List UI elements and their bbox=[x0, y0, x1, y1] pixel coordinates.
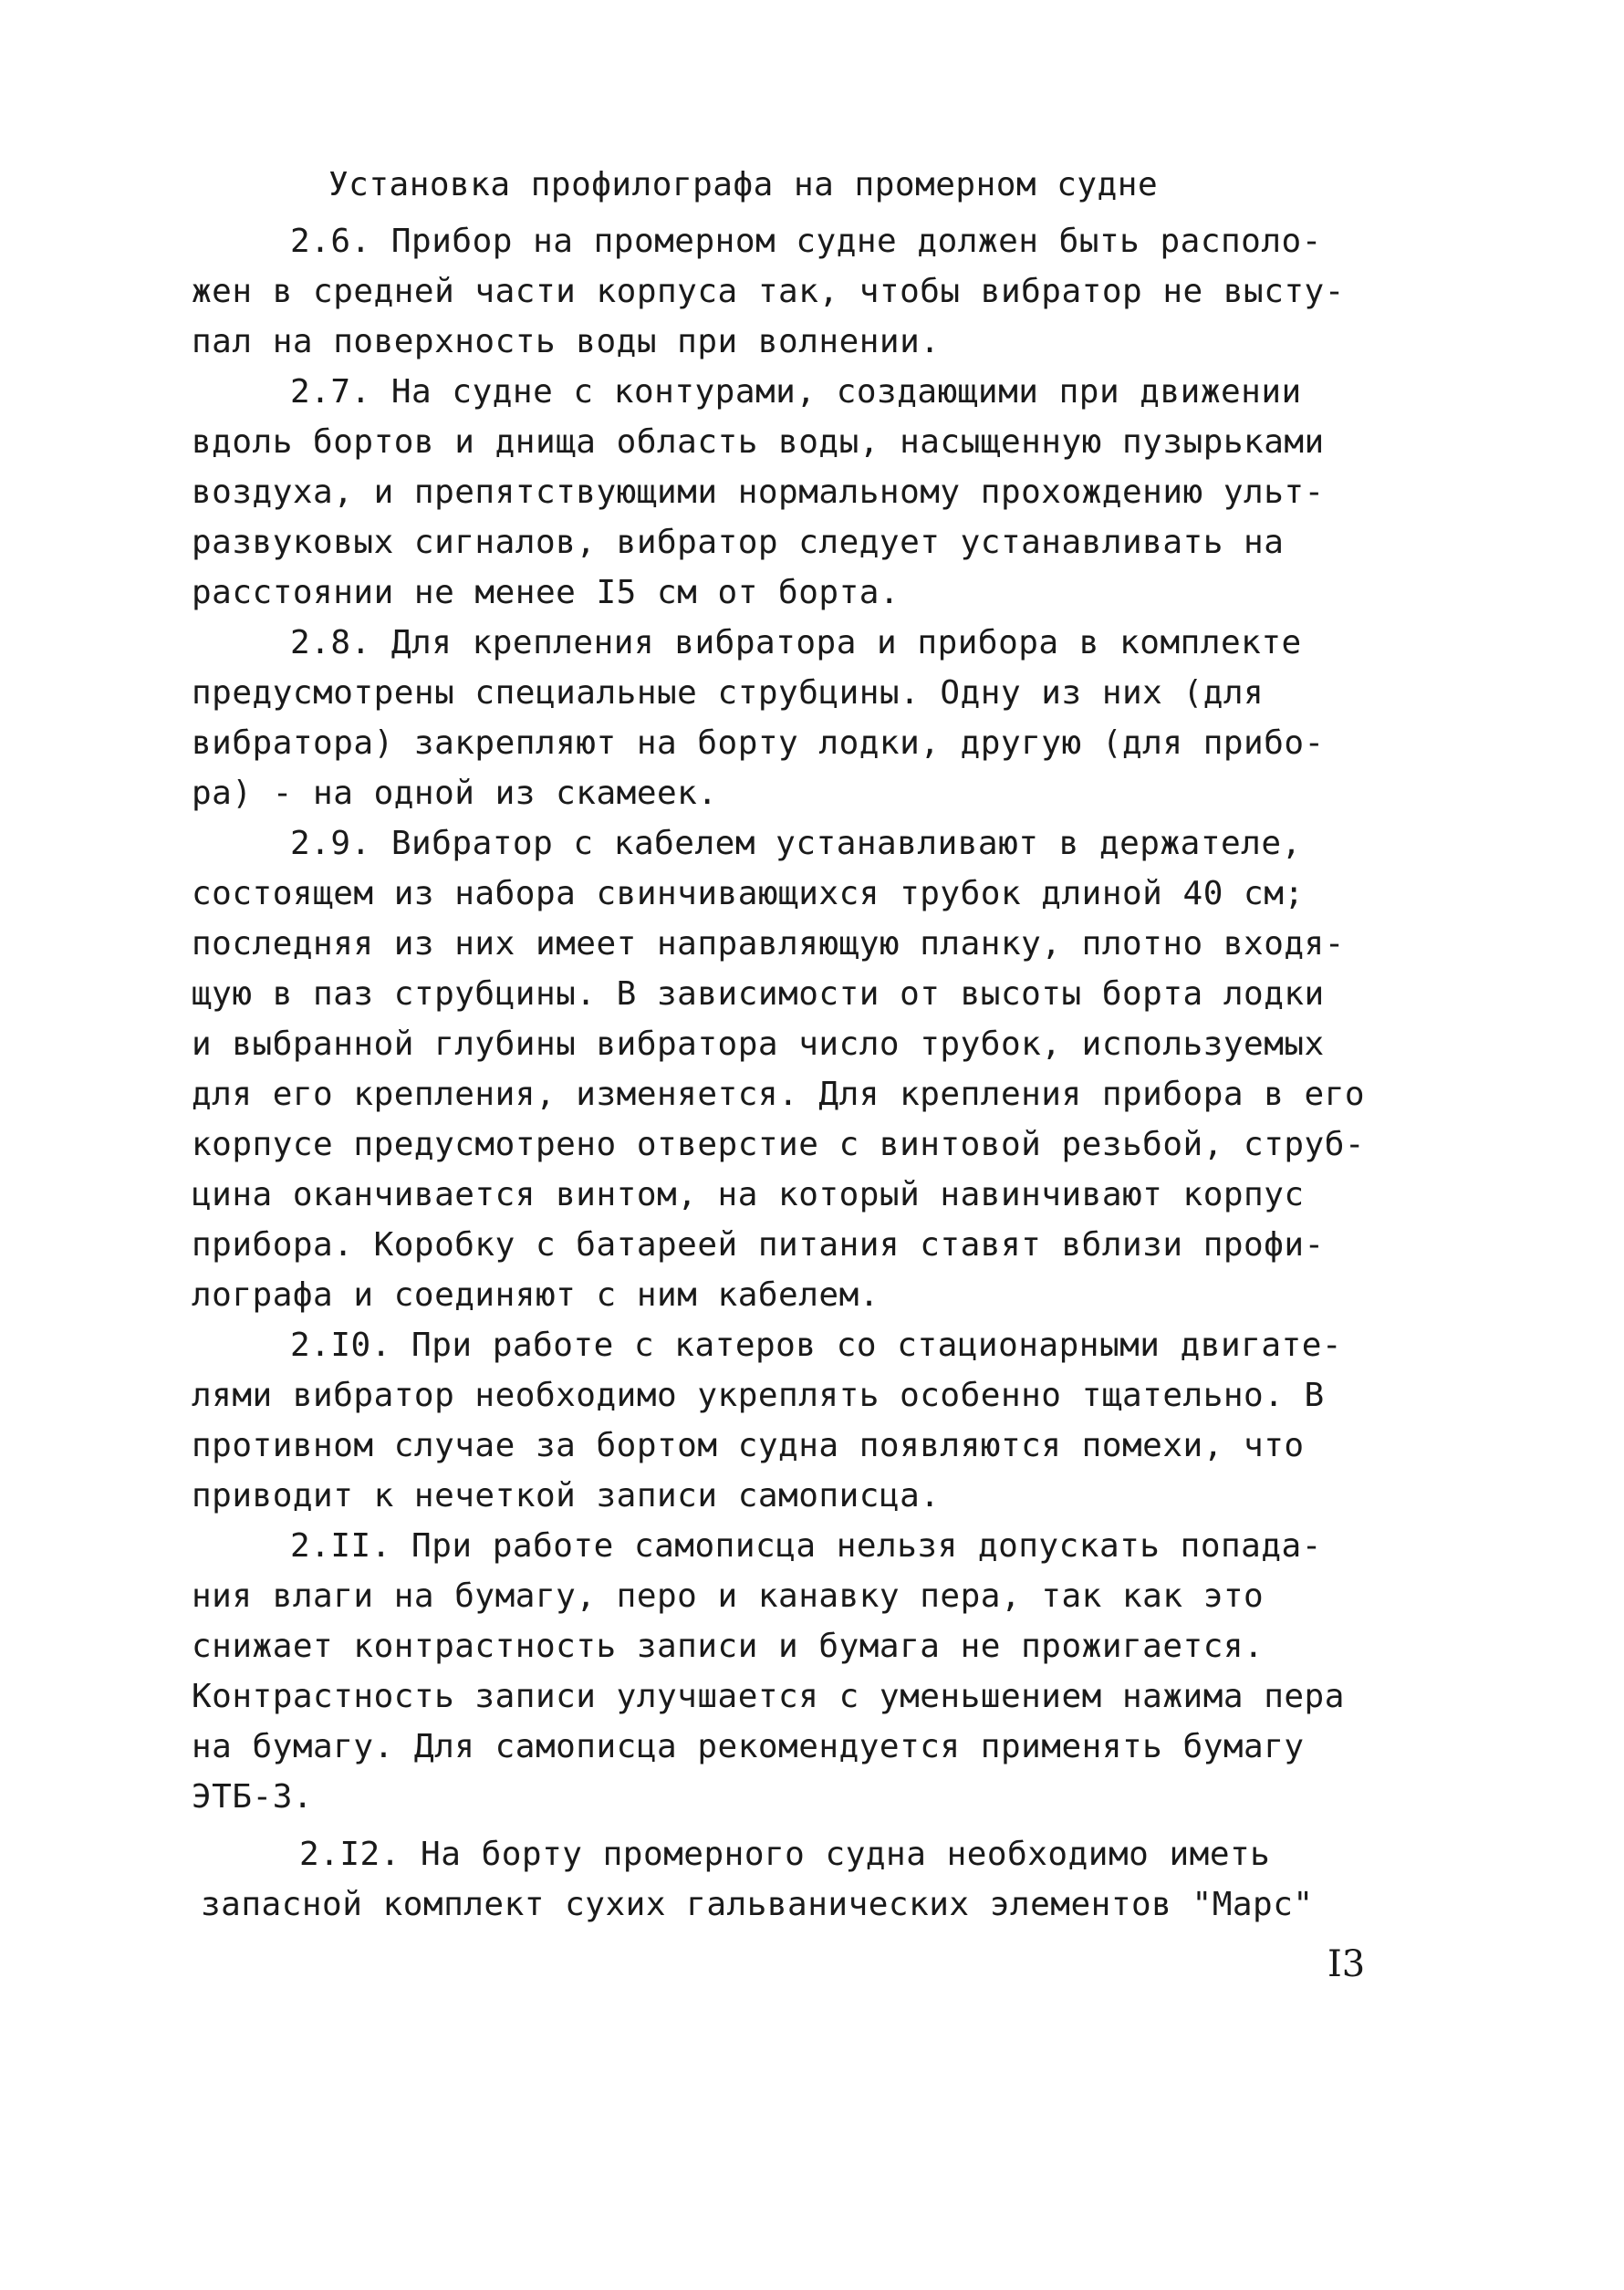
text-line: на бумагу. Для самописца рекомендуется применять бумагу bbox=[192, 1728, 1305, 1765]
text-line: предусмотрены специальные струбцины. Одну из них (для bbox=[192, 674, 1265, 712]
text-line: приводит к нечеткой записи самописца. bbox=[192, 1477, 941, 1515]
text-line: ния влаги на бумагу, перо и канавку пера, так как это bbox=[192, 1577, 1265, 1615]
text-line: последняя из них имеет направляющую планку, плотно входя- bbox=[192, 925, 1345, 963]
text-line: 2.8. Для крепления вибратора и прибора в комплекте bbox=[290, 624, 1302, 661]
text-line: жен в средней части корпуса так, чтобы вибратор не высту- bbox=[192, 273, 1345, 310]
text-line: пал на поверхность воды при волнении. bbox=[192, 323, 941, 360]
text-line: лями вибратор необходимо укреплять особенно тщательно. В bbox=[192, 1377, 1325, 1414]
text-line: расстоянии не менее I5 см от борта. bbox=[192, 574, 900, 611]
text-line: лографа и соединяют с ним кабелем. bbox=[192, 1276, 880, 1314]
text-line: вибратора) закрепляют на борту лодки, другую (для прибо- bbox=[192, 724, 1325, 762]
text-line: ЭТБ-3. bbox=[192, 1778, 314, 1816]
text-line: цина оканчивается винтом, на который навинчивают корпус bbox=[192, 1176, 1305, 1213]
text-line: и выбранной глубины вибратора число трубок, используемых bbox=[192, 1025, 1325, 1063]
text-line: 2.II. При работе самописца нельзя допускать попада- bbox=[290, 1527, 1322, 1565]
page-number: I3 bbox=[1327, 1943, 1366, 1985]
text-line: прибора. Коробку с батареей питания ставят вблизи профи- bbox=[192, 1226, 1325, 1264]
text-line: вдоль бортов и днища область воды, насыщенную пузырьками bbox=[192, 423, 1325, 461]
text-line: запасной комплект сухих гальванических элементов "Марс" bbox=[201, 1886, 1314, 1923]
text-line: 2.7. На судне с контурами, создающими при движении bbox=[290, 373, 1302, 411]
text-line: противном случае за бортом судна появляются помехи, что bbox=[192, 1427, 1305, 1464]
text-line: Контрастность записи улучшается с уменьшением нажима пера bbox=[192, 1678, 1345, 1715]
text-line: 2.9. Вибратор с кабелем устанавливают в держателе, bbox=[290, 825, 1302, 862]
text-line: корпусе предусмотрено отверстие с винтовой резьбой, струб- bbox=[192, 1126, 1366, 1163]
text-line: состоящем из набора свинчивающихся трубок длиной 40 см; bbox=[192, 875, 1305, 912]
text-line: щую в паз струбцины. В зависимости от высоты борта лодки bbox=[192, 975, 1325, 1013]
section-heading: Установка профилографа на промерном судне bbox=[328, 166, 1159, 203]
text-line: для его крепления, изменяется. Для крепления прибора в его bbox=[192, 1076, 1366, 1113]
text-line: развуковых сигналов, вибратор следует устанавливать на bbox=[192, 524, 1285, 561]
text-line: воздуха, и препятствующими нормальному прохождению ульт- bbox=[192, 474, 1325, 511]
text-line: ра) - на одной из скамеек. bbox=[192, 775, 718, 812]
text-line: 2.I0. При работе с катеров со стационарными двигате- bbox=[290, 1327, 1343, 1364]
text-line: 2.I2. На борту промерного судна необходимо иметь bbox=[299, 1836, 1271, 1873]
text-line: снижает контрастность записи и бумага не прожигается. bbox=[192, 1628, 1265, 1665]
text-line: 2.6. Прибор на промерном судне должен быть располо- bbox=[290, 223, 1322, 260]
